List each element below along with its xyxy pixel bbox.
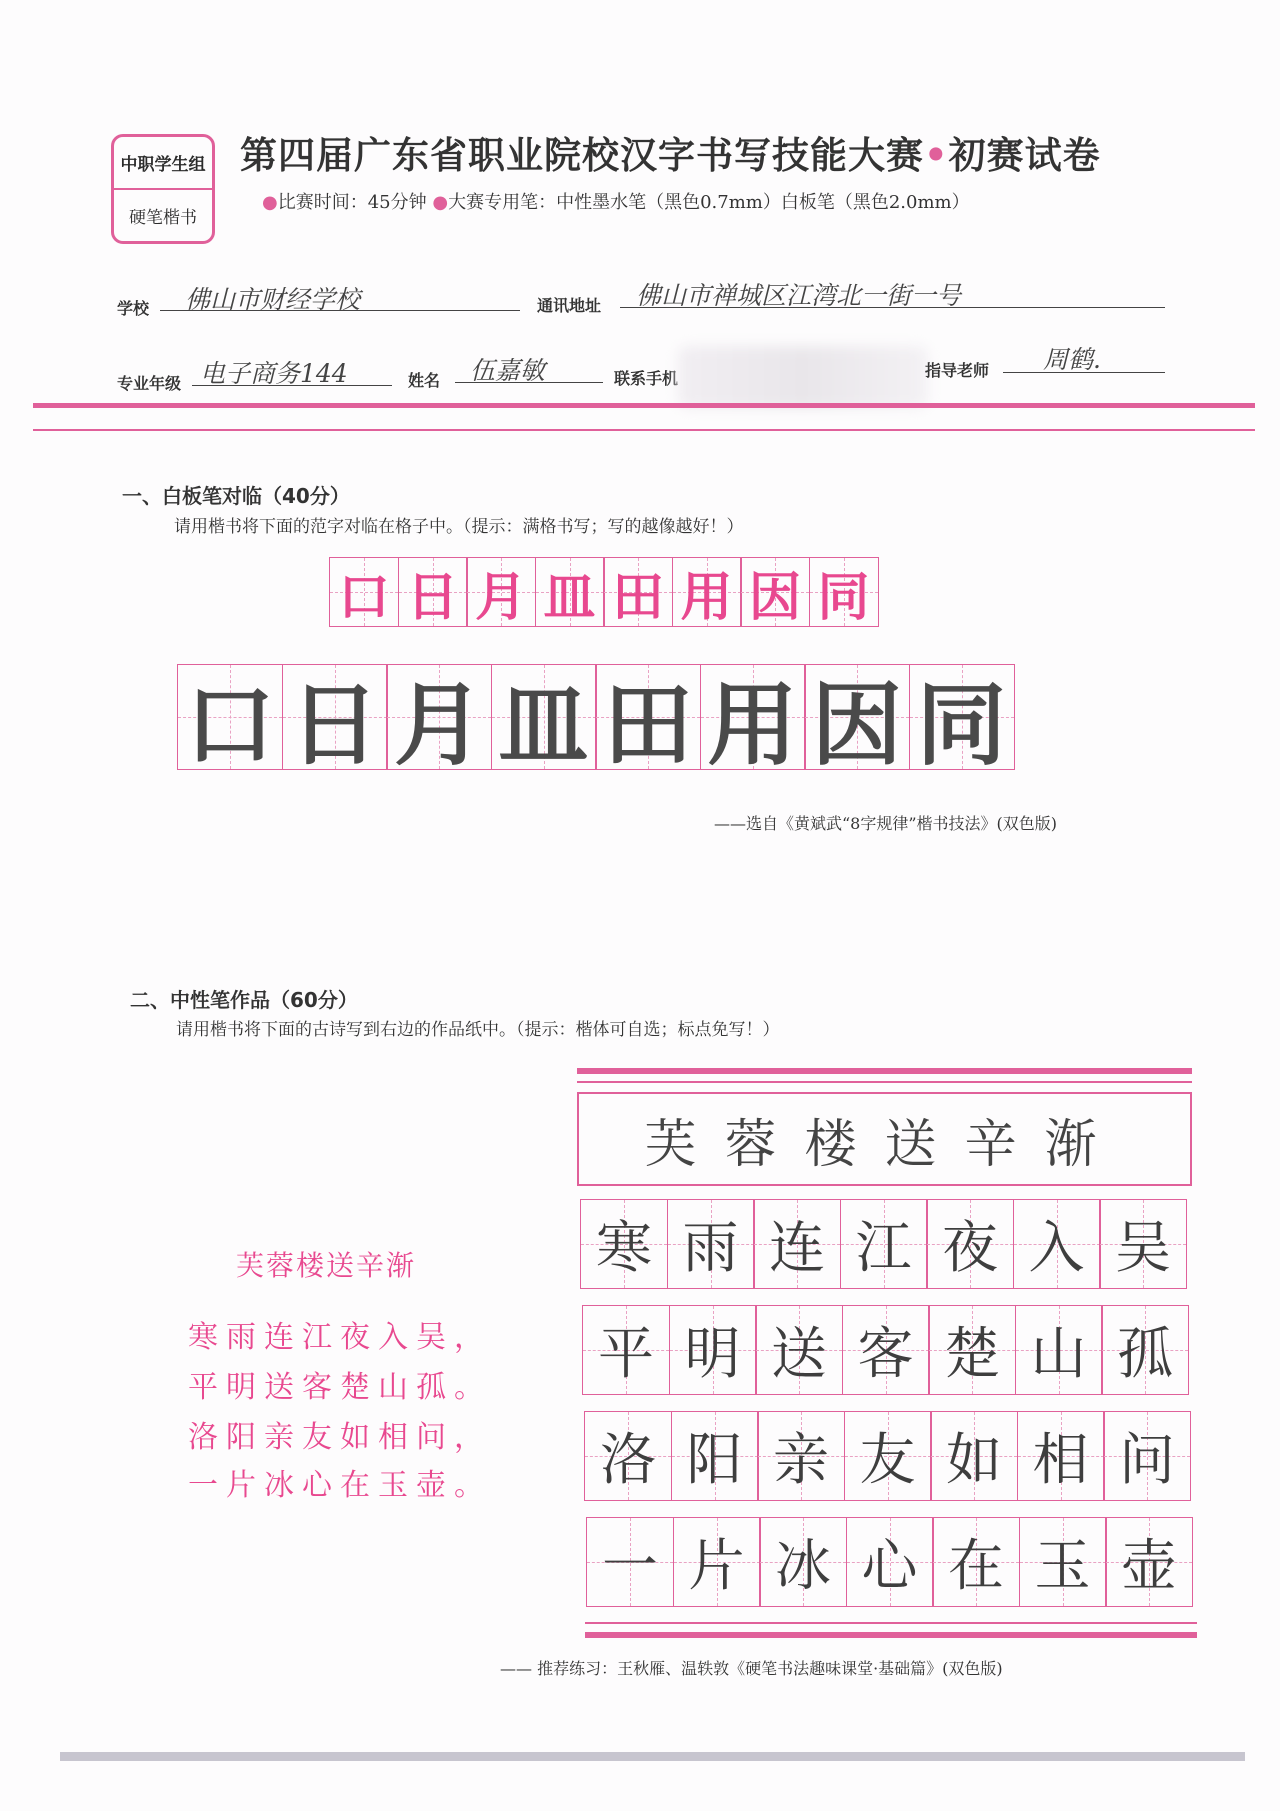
work-cell[interactable] (928, 1305, 1016, 1395)
work-char: 寒 (596, 1216, 652, 1281)
work-cell[interactable] (842, 1305, 930, 1395)
teacher-value[interactable]: 周鹤. (1043, 345, 1101, 374)
work-char: 送 (771, 1322, 827, 1387)
work-char: 客 (857, 1322, 914, 1387)
work-char: 亲 (773, 1428, 829, 1493)
practice-char: 因 (812, 673, 902, 778)
work-char: 友 (859, 1428, 916, 1493)
practice-cell[interactable] (595, 664, 701, 778)
title-separator: • (924, 134, 949, 177)
work-char: 孤 (1117, 1322, 1173, 1387)
practice-char: 田 (603, 673, 693, 778)
model-char: 因 (748, 567, 801, 628)
work-frame-bottom (585, 1632, 1197, 1638)
model-cell (740, 557, 810, 627)
name-label: 姓名 (408, 371, 441, 390)
name-value[interactable]: 伍嘉敏 (470, 356, 546, 385)
section1-credit: ——选自《黄斌武“8字规律”楷书技法》(双色版) (714, 814, 1058, 833)
section2-instruction: 请用楷书将下面的古诗写到右边的作品纸中。（提示：楷体可自选；标点免写！） (176, 1020, 780, 1040)
work-frame-top (577, 1081, 1192, 1083)
bottom-bar (60, 1752, 1245, 1761)
work-char: 如 (946, 1428, 1002, 1493)
work-row (586, 1517, 1192, 1607)
practice-char: 用 (707, 673, 798, 778)
school-value[interactable]: 佛山市财经学校 (185, 285, 361, 314)
section1-instruction: 请用楷书将下面的范字对临在格子中。（提示：满格书写；写的越像越好！） (174, 517, 744, 537)
subtitle (262, 188, 970, 214)
practice-char: 皿 (498, 673, 589, 778)
work-cell[interactable] (1101, 1305, 1189, 1395)
work-char: 江 (855, 1216, 912, 1281)
work-cell[interactable] (673, 1517, 761, 1607)
work-char: 一 (602, 1534, 658, 1599)
work-cell[interactable] (930, 1411, 1018, 1501)
work-cell[interactable] (846, 1517, 934, 1607)
work-char: 玉 (1034, 1534, 1091, 1599)
work-char: 入 (1028, 1216, 1085, 1281)
address-label: 通讯地址 (537, 296, 602, 315)
model-cell (466, 557, 536, 627)
model-cell (672, 557, 742, 627)
work-cell[interactable] (757, 1411, 845, 1501)
work-title-box[interactable] (577, 1092, 1192, 1186)
model-cell (809, 557, 879, 627)
model-char: 皿 (543, 567, 596, 628)
work-char: 壶 (1121, 1534, 1177, 1599)
work-cell[interactable] (840, 1199, 928, 1289)
poem-line: 洛阳亲友如相问， (188, 1420, 492, 1455)
practice-cell[interactable] (700, 664, 806, 778)
work-char: 雨 (682, 1216, 739, 1281)
teacher-label: 指导老师 (925, 361, 990, 380)
work-row (582, 1305, 1188, 1395)
practice-cell[interactable] (909, 664, 1015, 778)
poem-line: 寒雨连江夜入吴， (188, 1320, 492, 1355)
work-cell[interactable] (1099, 1199, 1187, 1289)
practice-cell[interactable] (386, 664, 492, 778)
work-cell[interactable] (759, 1517, 847, 1607)
work-cell[interactable] (582, 1305, 670, 1395)
work-char: 楚 (944, 1322, 1000, 1387)
work-char: 阳 (686, 1428, 743, 1493)
model-cell (603, 557, 673, 627)
bullet-icon: ● (262, 192, 278, 213)
work-frame-top (577, 1068, 1192, 1074)
poem-line: 一片冰心在玉壶。 (188, 1468, 492, 1503)
work-cell[interactable] (926, 1199, 1014, 1289)
poem-line: 平明送客楚山孤。 (188, 1370, 492, 1405)
work-cell[interactable] (844, 1411, 932, 1501)
work-char: 问 (1119, 1428, 1175, 1493)
model-char: 用 (680, 567, 733, 628)
work-title: 芙蓉楼送辛渐 (644, 1114, 1125, 1175)
work-cell[interactable] (1013, 1199, 1101, 1289)
model-cell (329, 557, 399, 627)
work-cell[interactable] (584, 1411, 672, 1501)
practice-cell[interactable] (177, 664, 283, 778)
work-char: 连 (769, 1216, 825, 1281)
work-char: 明 (684, 1322, 741, 1387)
bullet-icon: ● (432, 192, 449, 213)
model-char: 同 (817, 567, 870, 628)
work-char: 夜 (942, 1216, 998, 1281)
divider (33, 429, 1255, 431)
work-char: 洛 (600, 1428, 656, 1493)
work-char: 在 (948, 1534, 1004, 1599)
work-cell[interactable] (1015, 1305, 1103, 1395)
work-row (584, 1411, 1190, 1501)
phone-label: 联系手机 (614, 369, 679, 388)
divider (33, 403, 1255, 408)
work-cell[interactable] (671, 1411, 759, 1501)
section2-title: 二、中性笔作品（60分） (130, 988, 358, 1012)
practice-char: 同 (916, 673, 1007, 778)
work-cell[interactable] (753, 1199, 841, 1289)
work-char: 片 (688, 1534, 745, 1599)
model-char: 口 (337, 567, 390, 628)
work-cell[interactable] (1017, 1411, 1105, 1501)
work-char: 吴 (1115, 1216, 1171, 1281)
model-char: 月 (474, 567, 527, 628)
practice-cell[interactable] (491, 664, 597, 778)
work-cell[interactable] (1105, 1517, 1193, 1607)
school-label: 学校 (117, 299, 150, 318)
practice-grid (177, 664, 1013, 778)
work-char: 心 (861, 1534, 918, 1599)
model-cell (535, 557, 605, 627)
model-grid (329, 557, 877, 627)
title-main: 第四届广东省职业院校汉字书写技能大赛 (240, 134, 924, 177)
phone-redacted (678, 346, 928, 408)
model-cell (398, 557, 468, 627)
address-value[interactable]: 佛山市禅城区江湾北一街一号 (636, 281, 962, 310)
badge-category-label: 硬笔楷书 (129, 208, 197, 228)
major-value[interactable]: 电子商务144 (200, 359, 348, 388)
work-char: 冰 (775, 1534, 831, 1599)
work-cell[interactable] (755, 1305, 843, 1395)
section1-title: 一、白板笔对临（40分） (122, 484, 350, 508)
model-char: 田 (611, 567, 664, 628)
work-cell[interactable] (669, 1305, 757, 1395)
work-cell[interactable] (667, 1199, 755, 1289)
practice-char: 月 (394, 673, 484, 778)
major-label: 专业年级 (117, 374, 182, 393)
practice-cell[interactable] (804, 664, 910, 778)
title-end: 初赛试卷 (948, 134, 1101, 177)
work-cell[interactable] (1019, 1517, 1107, 1607)
practice-char: 日 (289, 673, 380, 778)
model-char: 日 (406, 567, 459, 628)
practice-cell[interactable] (282, 664, 388, 778)
work-cell[interactable] (932, 1517, 1020, 1607)
page-title (240, 125, 1101, 179)
section2-credit: —— 推荐练习：王秋雁、温轶敦《硬笔书法趣味课堂·基础篇》(双色版) (500, 1659, 1003, 1678)
work-cell[interactable] (580, 1199, 668, 1289)
exam-time: 比赛时间：45分钟 (277, 192, 427, 213)
work-char: 山 (1030, 1322, 1087, 1387)
group-badge (111, 134, 215, 244)
badge-group-label: 中职学生组 (114, 137, 212, 190)
work-cell[interactable] (586, 1517, 674, 1607)
work-cell[interactable] (1103, 1411, 1191, 1501)
work-char: 相 (1032, 1428, 1089, 1493)
poem-title: 芙蓉楼送辛渐 (236, 1249, 417, 1282)
work-frame-bottom (585, 1622, 1197, 1624)
practice-char: 口 (185, 673, 275, 778)
work-row (580, 1199, 1186, 1289)
work-char: 平 (598, 1322, 654, 1387)
exam-pens: 大赛专用笔：中性墨水笔（黑色0.7mm）白板笔（黑色2.0mm） (448, 192, 970, 213)
